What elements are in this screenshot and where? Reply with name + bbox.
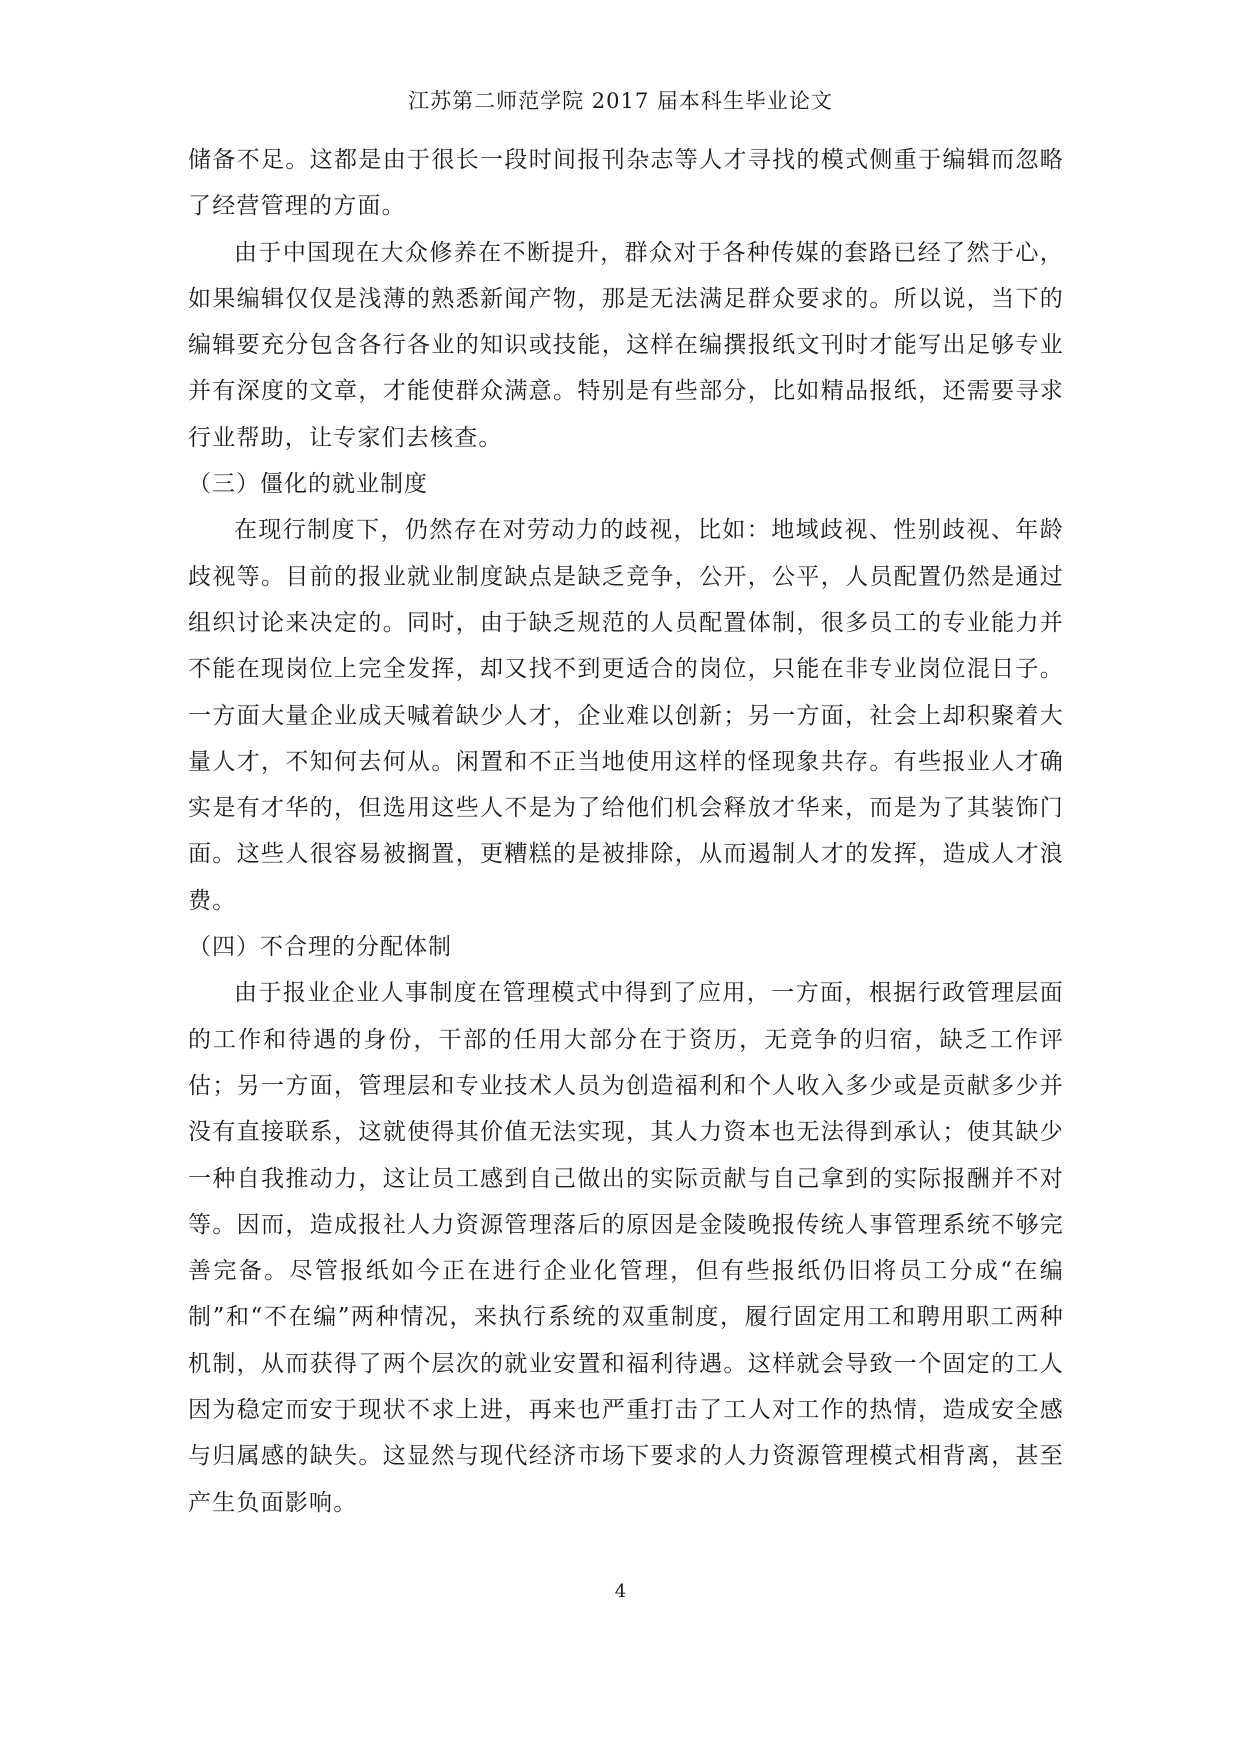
page-number: 4 bbox=[614, 1581, 627, 1602]
paragraph-editor-knowledge: 由于中国现在大众修养在不断提升，群众对于各种传媒的套路已经了然于心，如果编辑仅仅是浅薄的熟悉新闻产物，那是无法满足群众要求的。所以说，当下的编辑要充分包含各行各业的知识或技能，这样在编撰报纸文刊时才能写出足够专业并有深度的文章，才能使群众满意。特别是有些部分，比如精品报纸，还需要寻求行业帮助，让专家们去核查。 bbox=[188, 239, 1064, 451]
running-header: 江苏第二师范学院 2017 届本科生毕业论文 bbox=[408, 89, 833, 113]
paragraph-distribution-system: 由于报业企业人事制度在管理模式中得到了应用，一方面，根据行政管理层面的工作和待遇的身份，干部的任用大部分在于资历，无竞争的归宿，缺乏工作评估；另一方面，管理层和专业技术人员为创造福利和个人收入多少或是贡献多少并没有直接联系，这就使得其价值无法实现，其人力资本也无法得到承认；使其缺少一种自我推动力，这让员工感到自己做出的实际贡献与自己拿到的实际报酬并不对等。因而，造成报社人力资源管理落后的原因是金陵晚报传统人事管理系统不够完善完备。尽管报纸如今正在进行企业化管理，但有些报纸仍旧将员工分成“在编制”和“不在编”两种情况，来执行系统的双重制度，履行固定用工和聘用职工两种机制，从而获得了两个层次的就业安置和福利待遇。这样就会导致一个固定的工人因为稳定而安于现状不求上进，再来也严重打击了工人对工作的热情，造成安全感与归属感的缺失。这显然与现代经济市场下要求的人力资源管理模式相背离，甚至产生负面影响。 bbox=[188, 980, 1064, 1516]
section-heading-3: （三）僵化的就业制度 bbox=[188, 471, 428, 498]
paragraph-continued: 储备不足。这都是由于很长一段时间报刊杂志等人才寻找的模式侧重于编辑而忽略了经营管理的方面。 bbox=[188, 147, 1064, 220]
body-text bbox=[188, 137, 1064, 1526]
paragraph-employment-system: 在现行制度下，仍然存在对劳动力的歧视，比如：地域歧视、性别歧视、年龄歧视等。目前的报业就业制度缺点是缺乏竞争，公开，公平，人员配置仍然是通过组织讨论来决定的。同时，由于缺乏规范的人员配置体制，很多员工的专业能力并不能在现岗位上完全发挥，却又找不到更适合的岗位，只能在非专业岗位混日子。一方面大量企业成天喊着缺少人才，企业难以创新；另一方面，社会上却积聚着大量人才，不知何去何从。闲置和不正当地使用这样的怪现象共存。有些报业人才确实是有才华的，但选用这些人不是为了给他们机会释放才华来，而是为了其装饰门面。这些人很容易被搁置，更糟糕的是被排除，从而遏制人才的发挥，造成人才浪费。 bbox=[188, 517, 1064, 914]
section-heading-4: （四）不合理的分配体制 bbox=[188, 934, 452, 961]
